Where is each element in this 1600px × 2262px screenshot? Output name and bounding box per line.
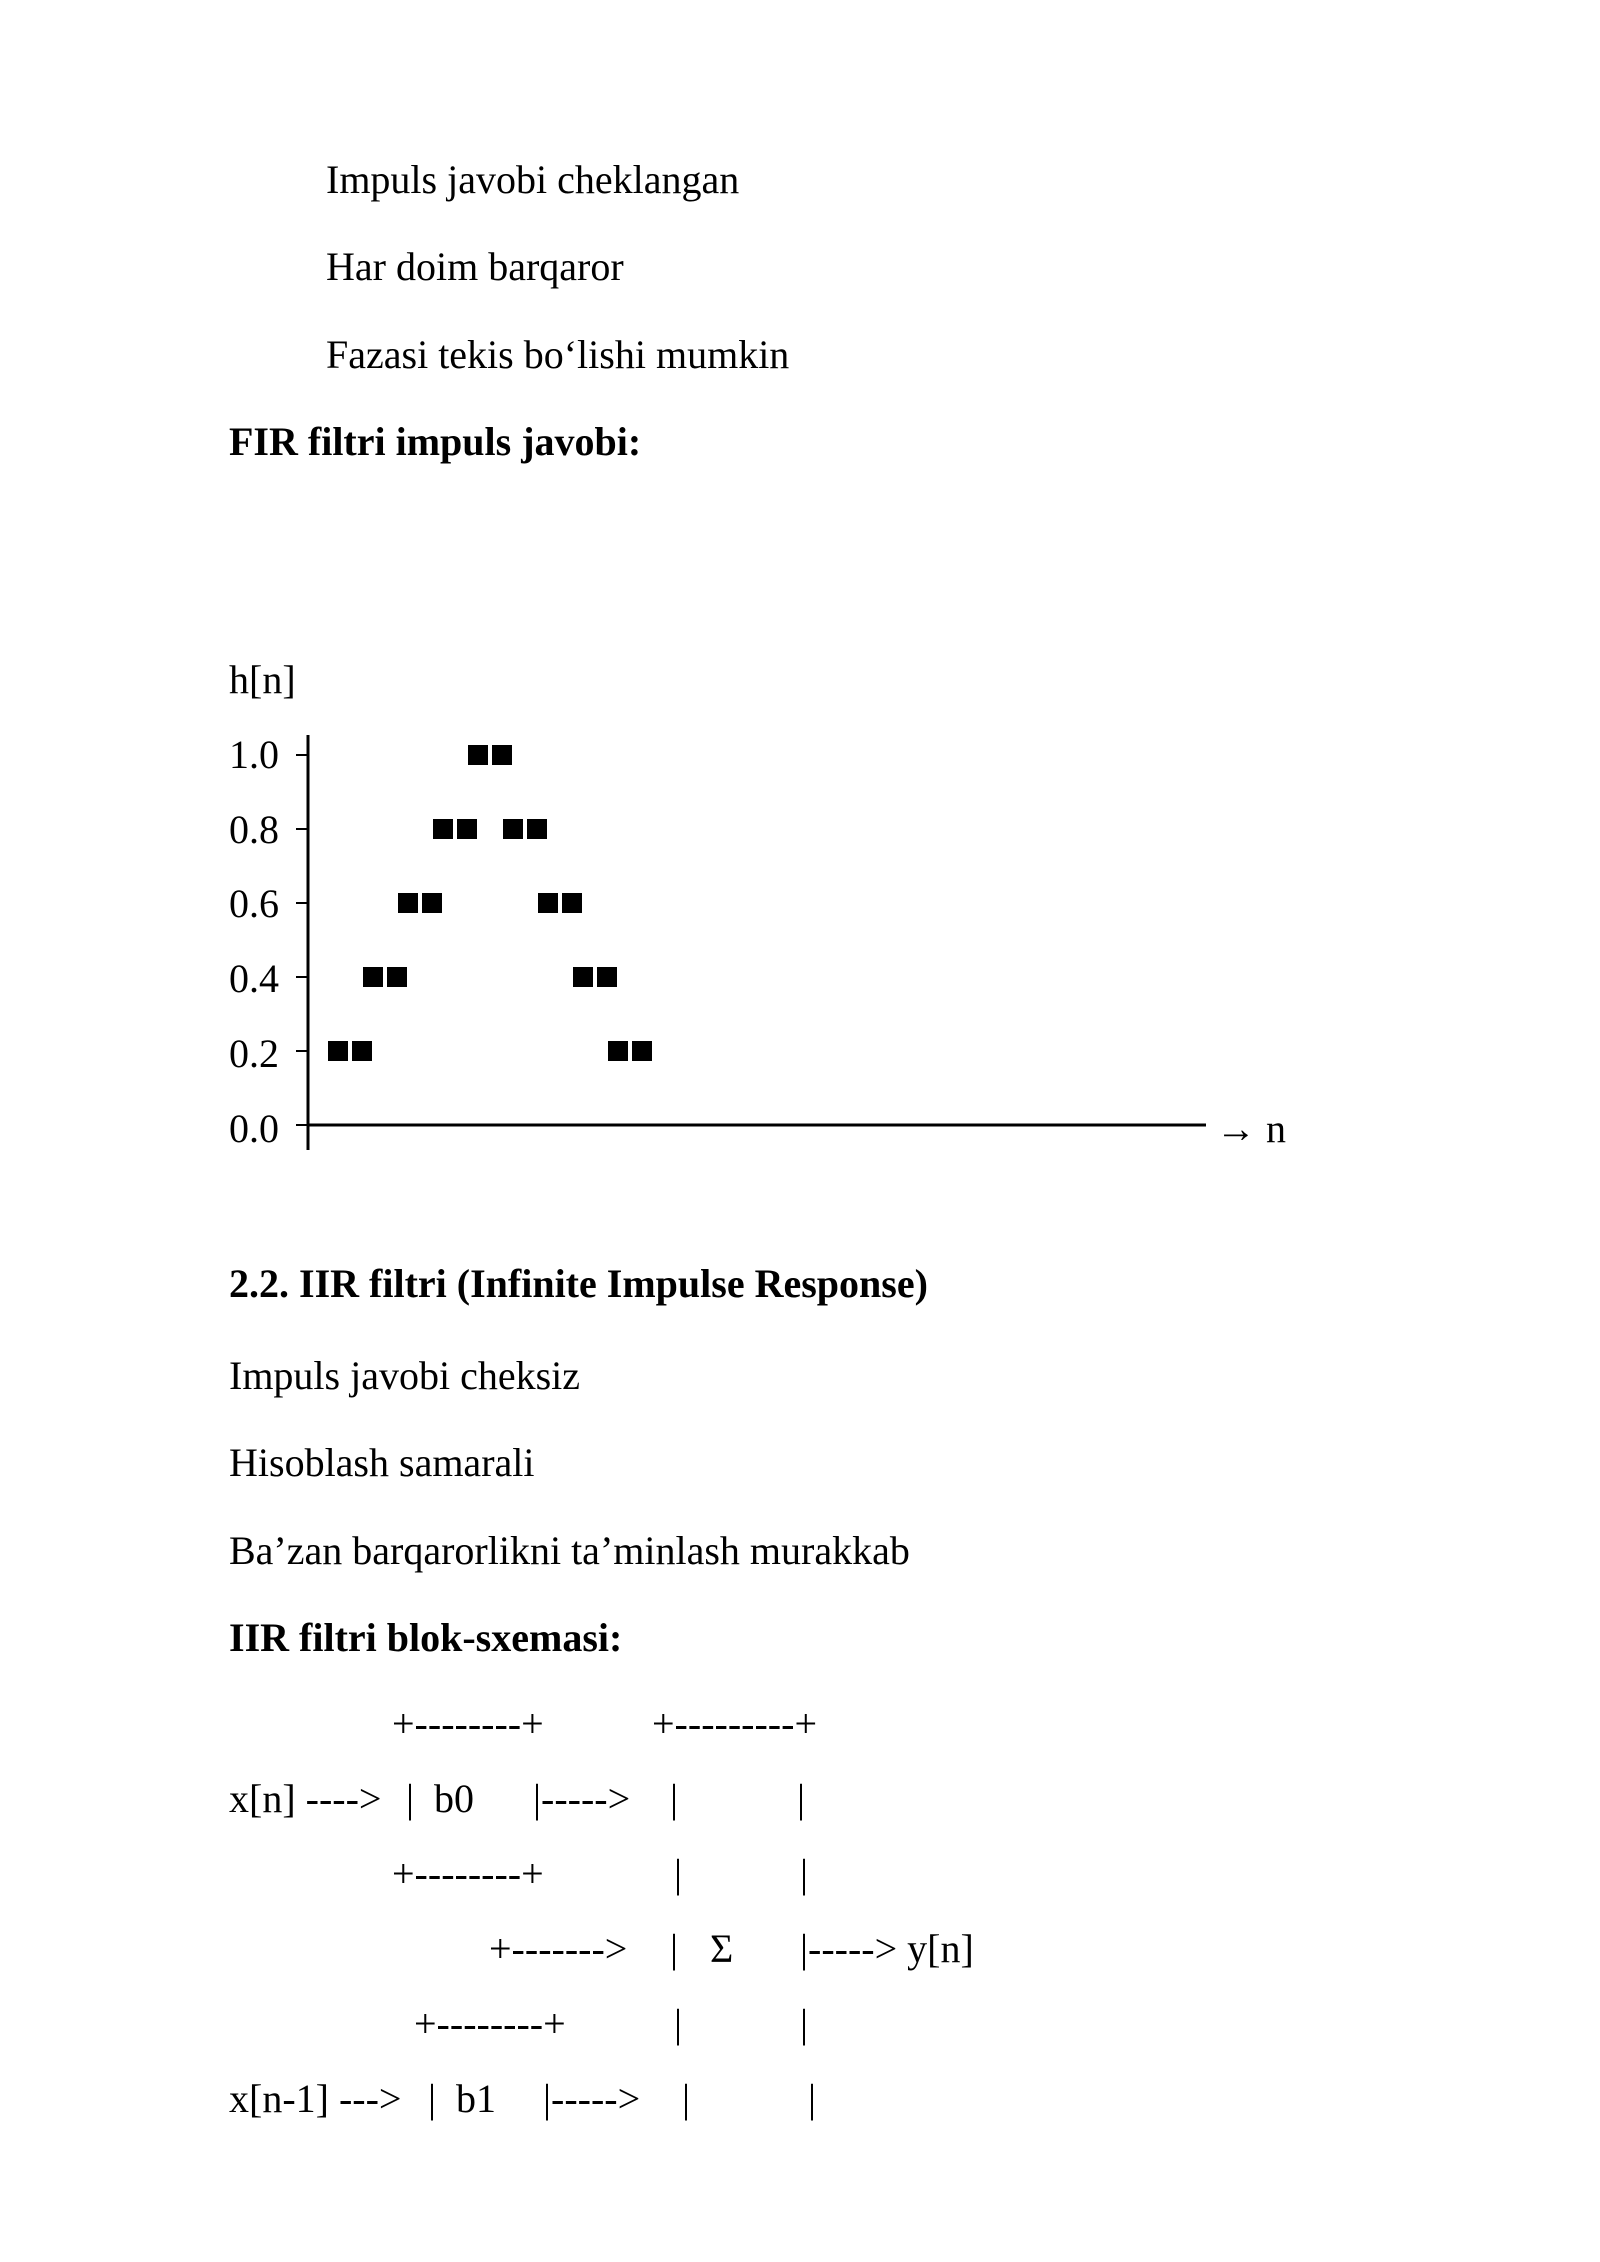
sum-box-left-5: |	[682, 2076, 691, 2121]
fir-property-2: Har doim barqaror	[326, 244, 624, 289]
xn1-input: x[n-1] --->	[229, 2076, 402, 2121]
b1-box-left: |	[428, 2076, 437, 2121]
iir-property-1: Impuls javobi cheksiz	[229, 1353, 581, 1398]
b0-box-bottom: +--------+	[392, 1851, 544, 1896]
xn-input: x[n] ---->	[229, 1776, 382, 1821]
y-tick-0-0: 0.0	[229, 1106, 279, 1151]
sum-output: |-----> y[n]	[800, 1926, 974, 1971]
fir-property-1: Impuls javobi cheklangan	[326, 157, 740, 202]
b1-output-arrow: |----->	[543, 2076, 641, 2121]
iir-section-heading: 2.2. IIR filtri (Infinite Impulse Response)	[229, 1261, 928, 1306]
arrow-to-sum: +------->	[489, 1926, 628, 1971]
sum-box-left-3: |	[670, 1926, 679, 1971]
sum-box-left-2: |	[674, 1851, 683, 1896]
sum-box-right-2: |	[800, 1851, 809, 1896]
iir-block-heading: IIR filtri blok-sxemasi:	[229, 1615, 623, 1660]
sum-box-top: +---------+	[652, 1701, 817, 1746]
sum-box-right-1: |	[797, 1776, 806, 1821]
iir-property-2: Hisoblash samarali	[229, 1440, 535, 1485]
fir-property-3: Fazasi tekis bo‘lishi mumkin	[326, 332, 790, 377]
iir-property-3: Ba’zan barqarorlikni ta’minlash murakkab	[229, 1528, 910, 1573]
b0-output-arrow: |----->	[533, 1776, 631, 1821]
sum-box-right-4: |	[800, 2001, 809, 2046]
b0-box-top: +--------+	[392, 1701, 544, 1746]
b1-coefficient: b1	[456, 2076, 496, 2121]
fir-impulse-heading: FIR filtri impuls javobi:	[229, 419, 642, 464]
y-tick-0-8: 0.8	[229, 807, 279, 852]
sum-box-right-5: |	[808, 2076, 817, 2121]
b1-box-top: +--------+	[414, 2001, 566, 2046]
y-tick-0-4: 0.4	[229, 956, 279, 1001]
b0-box-left: |	[406, 1776, 415, 1821]
sum-box-left-1: |	[670, 1776, 679, 1821]
b0-coefficient: b0	[434, 1776, 474, 1821]
y-tick-1-0: 1.0	[229, 732, 279, 777]
x-axis-arrow-label: → n	[1216, 1106, 1286, 1151]
y-tick-0-2: 0.2	[229, 1031, 279, 1076]
sigma-symbol: Σ	[710, 1926, 734, 1971]
sum-box-left-4: |	[674, 2001, 683, 2046]
y-tick-0-6: 0.6	[229, 881, 279, 926]
chart-ylabel: h[n]	[229, 657, 296, 702]
